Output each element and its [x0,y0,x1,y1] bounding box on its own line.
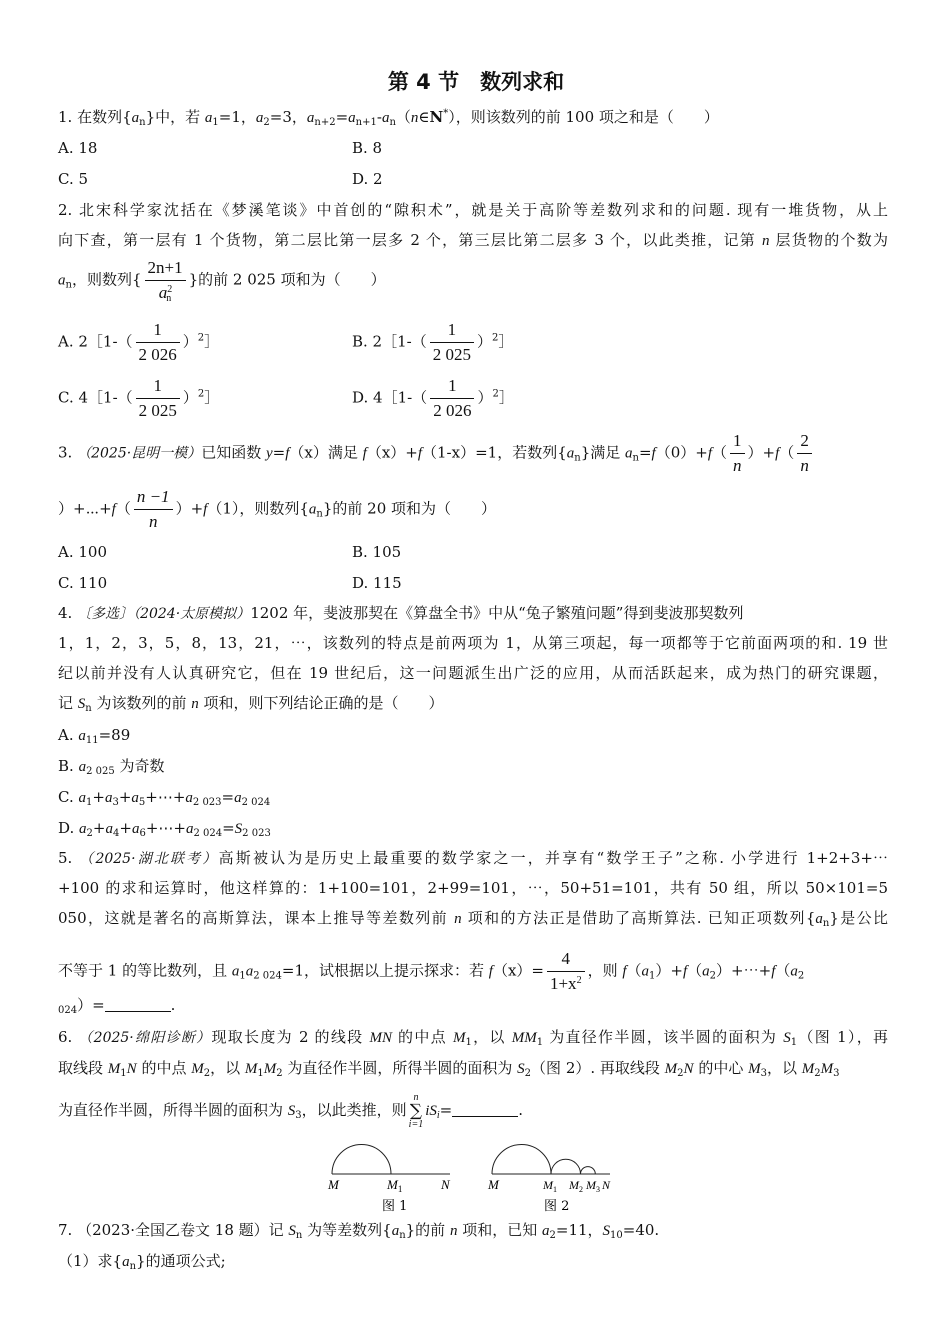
question-5-line-4: 不等于 1 的等比数列，且 $a_1a_{2 024}=1$，试根据以上提示探求：若 f（x）= $\frac{4}{1+x^2}$ ，则 $f(a_1)+f(a_2)+\cdots+f(a_2$ [58,949,805,993]
figure-1-label-m1: $M_1$ [387,1177,403,1194]
figure-1 [327,1145,451,1215]
question-6-line-1: 6. （2025·绵阳诊断）现取长度为 2 的线段 MN 的中点 $M_1$，以 $MM_1$ 为直径作半圆，该半圆的面积为 $S_1$（图 1），再 [58,1028,888,1048]
question-4-option-a: A. $a_{11}=89$ [58,726,131,746]
question-4-line-4: 记 $S_n$ 为该数列的前 n 项和，则下列结论正确的是（ ） [58,694,444,714]
question-3-option-d: D. 115 [352,574,402,592]
figure-1-label-m: M [328,1177,339,1192]
figure-2-label-m2: $M_2$ [569,1178,583,1194]
question-5-line-1: 5. （2025·湖北联考）高斯被认为是历史上最重要的数学家之一，并享有“数学王子”之称. 小学进行 1+2+3+⋯ [58,849,888,867]
question-3-option-a: A. 100 [58,543,107,561]
question-6-line-3: 为直径作半圆，所得半圆的面积为 $S_3$，以此类推，则n ∑ $i=1iS_i=$ . [58,1092,524,1130]
figure-1-caption: 图 1 [382,1199,408,1214]
question-1-option-d: D. 2 [352,170,383,188]
question-1-option-a: A. 18 [58,139,98,157]
question-4-line-2: 1，1，2，3，5，8，13，21，⋯，该数列的特点是前两项为 1，从第三项起，每一项都等于它前面两项的和. 19 世 [58,634,888,652]
question-7-part-1: （1）求$\{a_n\}$的通项公式; [58,1252,226,1272]
answer-blank[interactable] [105,997,171,1012]
figure-2-label-m3: $M_3$ [586,1178,600,1194]
figure-2-label-m: M [488,1177,499,1192]
question-4-option-c: C. $a_1+a_3+a_5+\cdots+a_{2 023}=a_{2 024}$ [58,788,271,808]
question-3-option-c: C. 110 [58,574,108,592]
question-3-option-b: B. 105 [352,543,402,561]
question-2-option-c: C. 4［1-（ $\frac{1}{2 025}$ ）$^2$］ [58,376,220,420]
question-5-line-5: $_{024}$）= . [58,996,176,1016]
fraction: $\frac{2n+1}{a^2_n}$ [145,258,186,303]
figure-2 [487,1145,611,1215]
answer-blank[interactable] [452,1102,518,1117]
question-3-line-1: 3. （2025·昆明一模）已知函数 y=f（x）满足 f（x）+f（1-x）=1，若数列$\{a_n\}$满足 $a_n=f(0)+f$（ $\frac{1}{n}$ ）+f（ $\frac{2}{n}$ [58,431,815,476]
question-1-option-c: C. 5 [58,170,89,188]
question-2-option-b: B. 2［1-（ $\frac{1}{2 025}$ ）$^2$］ [352,320,514,364]
question-2-line-1: 2. 北宋科学家沈括在《梦溪笔谈》中首创的“隙积术”，就是关于高阶等差数列求和的问题. 现有一堆货物，从上 [58,201,888,219]
question-3-line-2: ）+⋯+f（ $\frac{n -1}{n}$ ）+f（1），则数列$\{a_n\}$的前 20 项和为（ ） [58,487,497,531]
question-2-option-d: D. 4［1-（ $\frac{1}{2 026}$ ）$^2$］ [352,376,514,420]
semicircle-figures [320,1136,640,1216]
question-4-option-d: D. $a_2+a_4+a_6+\cdots+a_{2 024}=S_{2 023}$ [58,819,271,839]
question-1-stem: 1. 在数列$\{a_n\}$中，若 $a_1=1$，$a_2=3$，$a_{n+2}=a_{n+1}-a_n(n\in N^*)$，则该数列的前 100 项之和是（ ） [58,108,719,128]
question-5-line-2: +100 的求和运算时，他这样算的：1+100=101，2+99=101，⋯，50+51=101，共有 50 组，所以 50×101=5 [58,879,888,897]
multi-select-badge: 〔多选〕 [77,606,134,622]
figure-2-label-m1: $M_1$ [543,1178,557,1194]
question-4-line-3: 纪以前并没有人认真研究它，但在 19 世纪后，这一问题派生出广泛的应用，从而活跃起来，成为热门的研究课题， [58,664,888,682]
question-7-line-1: 7. （2023·全国乙卷文 18 题）记 $S_n$ 为等差数列$\{a_n\}$的前 n 项和，已知 $a_2=11$，$S_{10}=40$. [58,1221,660,1241]
page-title: 第 4 节 数列求和 [387,70,565,94]
question-2-line-2: 向下查，第一层有 1 个货物，第二层比第一层多 2 个，第三层比第二层多 3 个，以此类推，记第 n 层货物的个数为 [58,231,888,249]
question-6-line-2: 取线段 $M_1N$ 的中点 $M_2$，以 $M_1M_2$ 为直径作半圆，所得半圆的面积为 $S_2$（图 2）. 再取线段 $M_2N$ 的中心 $M_3$，以 $M_2M_3$ [58,1059,840,1079]
question-4-option-b: B. $a_{2 025}$ 为奇数 [58,757,165,777]
figure-2-caption: 图 2 [544,1199,570,1214]
figure-1-label-n: N [441,1177,450,1192]
question-1-option-b: B. 8 [352,139,383,157]
question-5-line-3: 050，这就是著名的高斯算法，课本上推导等差数列前 n 项和的方法正是借助了高斯算法. 已知正项数列$\{a_n\}$是公比 [58,909,888,929]
question-4-line-1: 4. 〔多选〕（2024·太原模拟）1202 年，斐波那契在《算盘全书》中从“兔子繁殖问题”得到斐波那契数列 [58,604,744,622]
question-2-option-a: A. 2［1-（ $\frac{1}{2 026}$ ）$^2$］ [58,320,220,364]
figure-2-label-n: N [602,1178,611,1192]
summation: n ∑ i=1 [408,1092,424,1130]
question-2-line-3: $a_n$，则数列{ $\frac{2n+1}{a^2_n}$ }的前 2 025 项和为（ ） [58,258,386,304]
